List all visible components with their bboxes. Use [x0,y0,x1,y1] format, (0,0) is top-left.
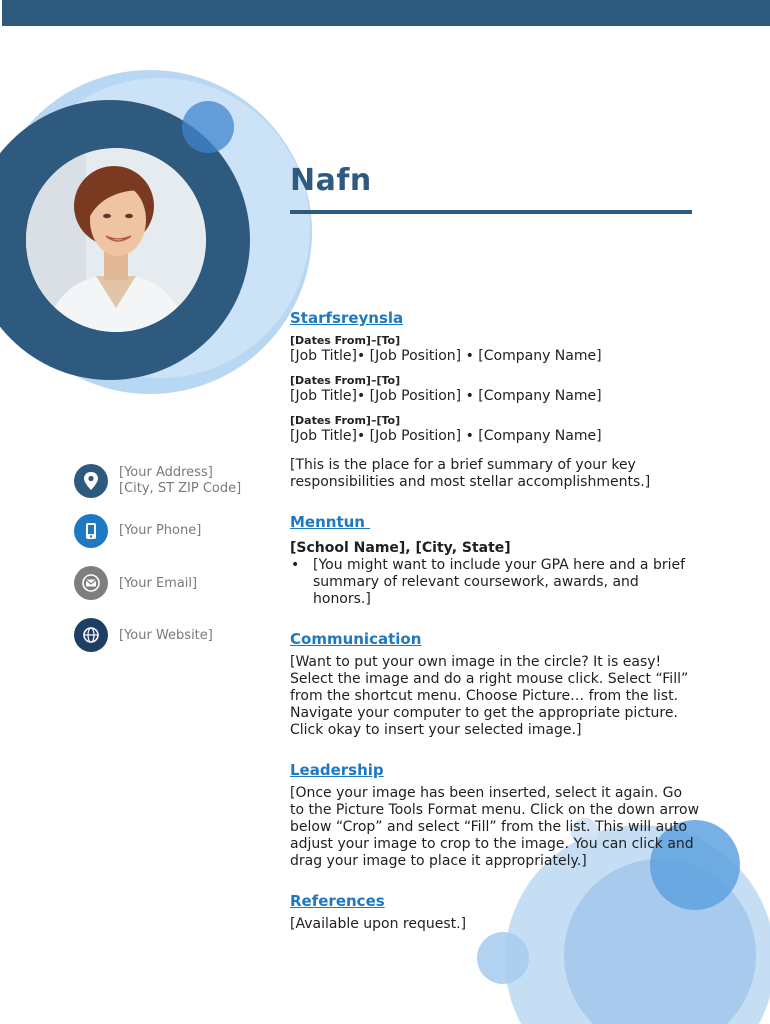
experience-entry [290,414,700,445]
school-line: [School Name], [City, State] [290,540,511,556]
bullet-mark: • [291,557,300,573]
references-text: [Available upon request.] [290,916,467,932]
phone-icon [74,514,108,548]
communication-heading[interactable]: Communication [290,630,422,648]
accent-dot [182,101,234,153]
profile-photo[interactable] [26,148,206,332]
address-line-2: [City, ST ZIP Code] [119,481,242,496]
education-heading[interactable]: Menntun [290,513,371,531]
main-content [290,308,700,933]
education-bullet-text: [You might want to include your GPA here and a brief summary of relevant coursework, awards, and honors.] [313,557,686,607]
job-dates: [Dates From]–[To] [290,414,401,427]
globe-icon [74,618,108,652]
job-dates: [Dates From]–[To] [290,334,401,347]
address-text [119,465,241,497]
experience-entry [290,374,700,405]
education-bullet [290,557,700,608]
experience-heading[interactable]: Starfsreynsla [290,309,404,327]
phone-text: [Your Phone] [119,523,202,538]
website-text: [Your Website] [119,628,213,643]
experience-summary: [This is the place for a brief summary of your key responsibilities and most stellar accomplishments.] [290,457,651,490]
job-line: [Job Title]• [Job Position] • [Company Name] [290,388,602,404]
address-line-1: [Your Address] [119,465,213,480]
communication-text: [Want to put your own image in the circle? It is easy! Select the image and do a right mouse click. Select “Fill” from the shortcut menu. Choose Picture… from the list. Navigate your computer to get the appropriate picture. Click okay to insert your selected image.] [290,654,689,738]
job-dates: [Dates From]–[To] [290,374,401,387]
name-divider [290,210,692,214]
location-pin-icon [74,464,108,498]
email-icon [74,566,108,600]
experience-entry [290,334,700,365]
leadership-heading[interactable]: Leadership [290,761,384,779]
email-text: [Your Email] [119,576,198,591]
candidate-name: Nafn [290,163,372,198]
leadership-text: [Once your image has been inserted, select it again. Go to the Picture Tools Format menu. Click on the down arrow below “Crop” and select “Fill” from the list. This will auto adjust your image to crop to the image. You can click and drag your image to place it appropriately.] [290,785,700,869]
job-line: [Job Title]• [Job Position] • [Company Name] [290,428,602,444]
references-heading[interactable]: References [290,892,385,910]
job-line: [Job Title]• [Job Position] • [Company Name] [290,348,602,364]
